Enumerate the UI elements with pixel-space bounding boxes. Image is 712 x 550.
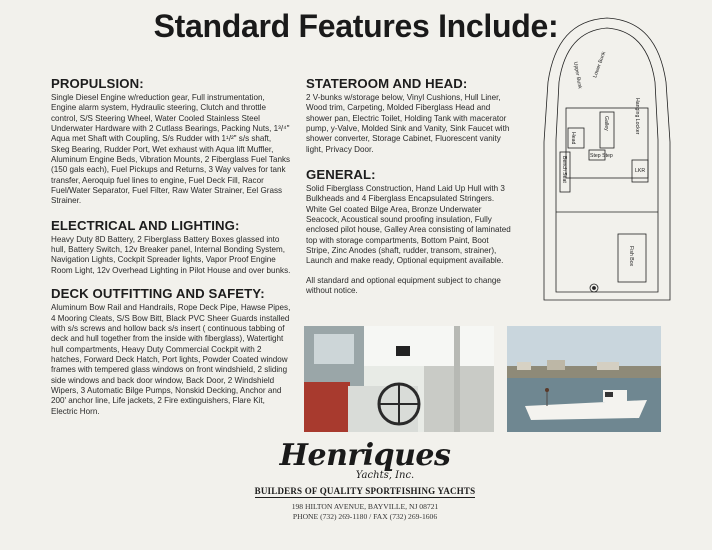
company-phone: PHONE (732) 269-1180 / FAX (732) 269-1606: [292, 512, 438, 521]
pilot-house-photo: [304, 326, 494, 432]
middle-column: [306, 76, 514, 297]
disclaimer-note: All standard and optional equipment subject to change without notice.: [306, 275, 501, 296]
page-title: Standard Features Include:: [153, 8, 559, 44]
propulsion-heading: PROPULSION:: [51, 76, 144, 91]
deck-heading: DECK OUTFITTING AND SAFETY:: [51, 286, 265, 302]
label-step: Step Step: [590, 153, 613, 159]
stateroom-heading: STATEROOM AND HEAD:: [306, 76, 468, 91]
company-logo: Henriques: [279, 438, 451, 473]
general-body: Solid Fiberglass Construction, Hand Laid Up Hull with 3 Bulkheads and 4 Fiberglass Encapsulated Stringers. White Gel coated Bilge Area, Bronze Underwater Seacock, Acoustical sound proofing insulation, Fully enclosed pilot house, Galley Area consisting of laminated top with storage compartments, Bottom Paint, Boot Stripe, Zinc Anodes (shaft, rudder, transom, strainer), Launch and make ready, Optional equipment available.: [306, 184, 511, 266]
label-fish-box: Fish Box: [628, 246, 634, 267]
label-head: Head: [570, 132, 576, 145]
label-upper-bunk: Upper Bunk: [572, 61, 583, 90]
label-lkr: LKR: [635, 168, 646, 174]
boat-layout-diagram: [532, 12, 682, 310]
boat-on-water-photo: [507, 326, 661, 432]
company-tagline: BUILDERS OF QUALITY SPORTFISHING YACHTS: [254, 486, 476, 496]
company-logo-subtitle: Yachts, Inc.: [355, 470, 415, 481]
electrical-body: Heavy Duty 8D Battery, 2 Fiberglass Battery Boxes glassed into hull, Battery Switch, 12v Breaker panel, Internal Bonding System, Navigation Lights, Cockpit Spreader lights, Vapor Proof Engine Room Light, 12v Overhead Lighting in Pilot House and over bunks.: [51, 234, 291, 275]
general-heading: GENERAL:: [306, 167, 376, 183]
label-galley: Galley: [603, 116, 609, 131]
deck-body: Aluminum Bow Rail and Handrails, Rope Deck Pipe, Hawse Pipes, 4 Mooring Cleats, S/S Bow Bitt, Black PVC Sheer Guards installed with s/s screws and hollow back s/s insert ( continuous tabbing of deck and hull together from the inside with fiberglass), Watertight hull compartments, Heavy Duty Commercial Cockpit with 2 hatches, Forward Deck Hatch, Port lights, Powder Coated window frames with tempered glass windows on front windshield, 2 sliding side windows and back door window, Back Door, 2 Windshield Wipers, 3 Automatic Bilge Pumps, Nonskid Decking, Anchor and 200' anchor line, Life jackets, 2 Fire extinguishers, Flare Kit, Electric Horn.: [51, 303, 291, 416]
company-address: 198 HILTON AVENUE, BAYVILLE, NJ 08721: [291, 502, 439, 511]
propulsion-body: Single Diesel Engine w/reduction gear, Full instrumentation, Engine alarm system, Hydraulic steering, Clutch and throttle control, S/S Steering Wheel, Water Cooled Stainless Steel Underwater Hardware with 2 Cutlass Bearings, Packing Nuts, 1³/⁴" Aqua met Shaft with Coupling, S/s Rudder with 1¹/²" s/s shaft, Skeg Bearing, Rudder Port, Wet exhaust with Aqua lift Muffler, Aluminum Engine Beds, Vibration Mounts, 2 Fiberglass Fuel Tanks (150 gals each), Fuel Pickups and Returns, 3 Way valves for tank transfer, Aeroquip fuel lines to engine, Fuel Deck Fill, Racor Fuel/Water Separator, Fuel Filter, Raw Water Strainer, Eel Grass Strainer.: [51, 93, 291, 206]
company-logo-block: [240, 440, 490, 522]
stateroom-body: 2 V-bunks w/storage below, Vinyl Cushions, Hull Liner, Wood trim, Carpeting, Molded Fiberglass Head and shower pan, Electric Toilet, Holding Tank with macerator pump, y-Valve, Molded Sink and Vanity, Sink Faucet with shower converter, Storage Cabinet, Fluorescent vanity light, Privacy Door.: [306, 93, 510, 154]
electrical-heading: ELECTRICAL AND LIGHTING:: [51, 217, 240, 233]
left-column: [51, 76, 291, 417]
label-hanging-locker: Hanging Locker: [634, 98, 640, 135]
label-bench-seat: Bench Seat: [561, 156, 567, 183]
label-lower-bunk: Lower Bunk: [592, 50, 608, 79]
